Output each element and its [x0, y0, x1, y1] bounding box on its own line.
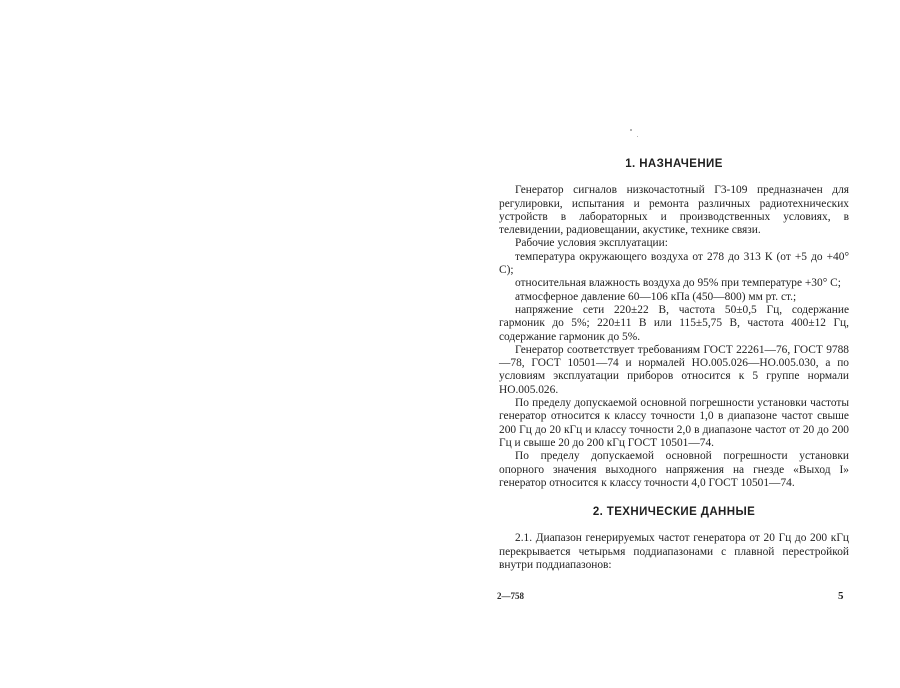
paragraph: По пределу допускаемой основной погрешности установки частоты генератор относится к классу точности 1,0 в диапазоне частот свыше 200 Гц до 20 кГц и классу точности 2,0 в диапазоне частот от 20 до 200 Гц и свыше 20 до 200 кГц ГОСТ 10501—74. [499, 397, 849, 449]
paragraph: температура окружающего воздуха от 278 до 313 К (от +5 до +40° С); [499, 250, 849, 277]
paragraph: Рабочие условия эксплуатации: [515, 237, 668, 250]
printer-signature-mark: 2—758 [497, 591, 524, 601]
section-heading-technical-data: 2. ТЕХНИЧЕСКИЕ ДАННЫЕ [592, 506, 756, 519]
section-body-purpose [499, 184, 849, 490]
paragraph: Генератор сигналов низкочастотный Г3-109 предназначен для регулировки, испытания и ремонта различных радиотехнических устройств в лабораторных и производственных условиях, в телевидении, радиовещании, акустике, технике связи. [499, 184, 849, 237]
print-speck [637, 136, 638, 137]
print-speck [630, 129, 632, 131]
text-column [499, 158, 849, 572]
paragraph: 2.1. Диапазон генерируемых частот генератора от 20 Гц до 200 кГц перекрывается четырьмя поддиапазонами с плавной перестройкой внутри поддиапазонов: [499, 532, 849, 572]
section-heading-purpose: 1. НАЗНАЧЕНИЕ [625, 158, 723, 170]
paragraph: атмосферное давление 60—106 кПа (450—800) мм рт. ст.; [515, 290, 797, 303]
paragraph: напряжение сети 220±22 В, частота 50±0,5 Гц, содержание гармоник до 5%; 220±11 В или 115±5,75 В, частота 400±12 Гц, содержание гармоник до 5%. [499, 303, 849, 343]
paragraph: По пределу допускаемой основной погрешности установки опорного значения выходного напряжения на гнезде «Выход I» генератор относится к классу точности 4,0 ГОСТ 10501—74. [499, 450, 849, 489]
paragraph: относительная влажность воздуха до 95% при температуре +30° С; [515, 277, 841, 290]
section-body-technical-data [499, 532, 849, 572]
paragraph: Генератор соответствует требованиям ГОСТ 22261—76, ГОСТ 9788—78, ГОСТ 10501—74 и нормалей НО.005.026—НО.005.030, а по условиям эксплуатации приборов относится к 5 группе нормали НО.005.026. [499, 343, 849, 396]
page-number: 5 [838, 590, 844, 602]
